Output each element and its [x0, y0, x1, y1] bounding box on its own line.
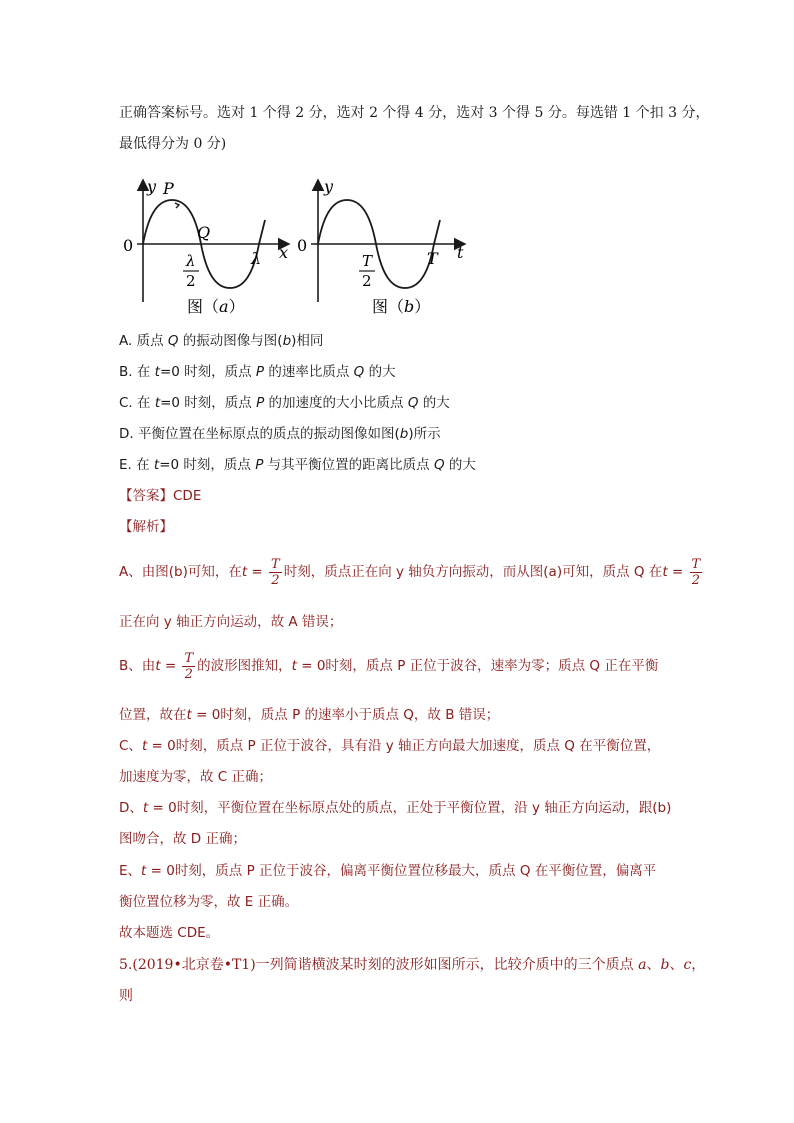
figure-a [123, 177, 289, 316]
figure-a-x-label: x [279, 243, 289, 262]
wave-figures [119, 172, 479, 322]
intro-line-1: 正确答案标号。选对 1 个得 2 分，选对 2 个得 4 分，选对 3 个得 5 分。每选错 1 个扣 3 分， [119, 105, 710, 121]
fraction-t-half: $\frac{T}{2}$ [271, 556, 280, 588]
analysis-b-line-1: B、由t = $\frac{T}{2}$ 的波形图推知，t = 0时刻，质点 P 正位于波谷，速率为零；质点 Q 正在平衡 [119, 650, 659, 682]
intro-line-2: 最低得分为 0 分) [119, 136, 227, 152]
fraction-t-half-2: $\frac{T}{2}$ [691, 556, 701, 588]
analysis-a-line-1: A、由图(b)可知，在t = $\frac{T}{2}$ 时刻，质点正在向 y 轴负方向振动，而从图(a)可知，质点 Q 在t = $\frac{T}{2}$ [119, 556, 701, 588]
figure-a-q-label: Q [197, 223, 211, 242]
figure-a-p-label: P [163, 179, 174, 198]
question-5-line-2: 则 [119, 988, 133, 1004]
figure-b-caption: 图（b） [372, 297, 431, 316]
option-d: D. 平衡位置在坐标原点的质点的振动图像如图(b)所示 [119, 426, 441, 442]
figure-a-caption: 图（a） [187, 297, 245, 316]
figure-b-axis-t-label: t [457, 243, 464, 262]
fraction-t-half-3: $\frac{T}{2}$ [184, 650, 194, 682]
analysis-label: 【解析】 [119, 519, 173, 535]
option-c: C. 在 t=0 时刻，质点 P 的加速度的大小比质点 Q 的大 [119, 395, 450, 411]
analysis-b-line-2: 位置，故在t = 0时刻，质点 P 的速率小于质点 Q，故 B 错误； [119, 707, 500, 723]
analysis-d-line-2: 图吻合，故 D 正确； [119, 831, 246, 847]
figure-a-y-label: y [147, 177, 157, 196]
analysis-c-line-1: C、t = 0时刻，质点 P 正位于波谷，具有沿 y 轴正方向最大加速度，质点 Q 在平衡位置， [119, 738, 661, 754]
figure-a-half-lambda-den: 2 [186, 272, 196, 290]
answer: 【答案】CDE [119, 488, 202, 504]
figure-a-half-lambda-num: λ [186, 252, 196, 270]
figure-b-half-t-num: T [362, 252, 373, 270]
figure-b-half-t-den: 2 [362, 272, 372, 290]
analysis-e-line-2: 衡位置位移为零，故 E 正确。 [119, 894, 299, 910]
option-b: B. 在 t=0 时刻，质点 P 的速率比质点 Q 的大 [119, 364, 396, 380]
figure-b-t-label: T [427, 249, 438, 268]
analysis-d-line-1: D、t = 0时刻，平衡位置在坐标原点处的质点，正处于平衡位置，沿 y 轴正方向运动，跟(b) [119, 800, 672, 816]
analysis-e-line-1: E、t = 0时刻，质点 P 正位于波谷，偏离平衡位置位移最大，质点 Q 在平衡位置，偏离平 [119, 863, 657, 879]
analysis-a-line-2: 正在向 y 轴正方向运动，故 A 错误； [119, 614, 343, 630]
figure-a-origin: 0 [123, 236, 134, 255]
option-e: E. 在 t=0 时刻，质点 P 与其平衡位置的距离比质点 Q 的大 [119, 457, 476, 473]
figure-a-lambda-label: λ [251, 249, 262, 268]
question-5-line-1: 5.(2019•北京卷•T1)一列简谐横波某时刻的波形如图所示，比较介质中的三个质点 a、b、c， [119, 957, 706, 973]
option-a: A. 质点 Q 的振动图像与图(b)相同 [119, 333, 324, 349]
figure-b-y-label: y [324, 177, 334, 196]
figure-b [297, 177, 465, 316]
analysis-conclusion: 故本题选 CDE。 [119, 925, 220, 941]
figure-b-origin: 0 [297, 236, 308, 255]
analysis-c-line-2: 加速度为零，故 C 正确； [119, 769, 273, 785]
figure-a-p-arrow [175, 203, 179, 208]
